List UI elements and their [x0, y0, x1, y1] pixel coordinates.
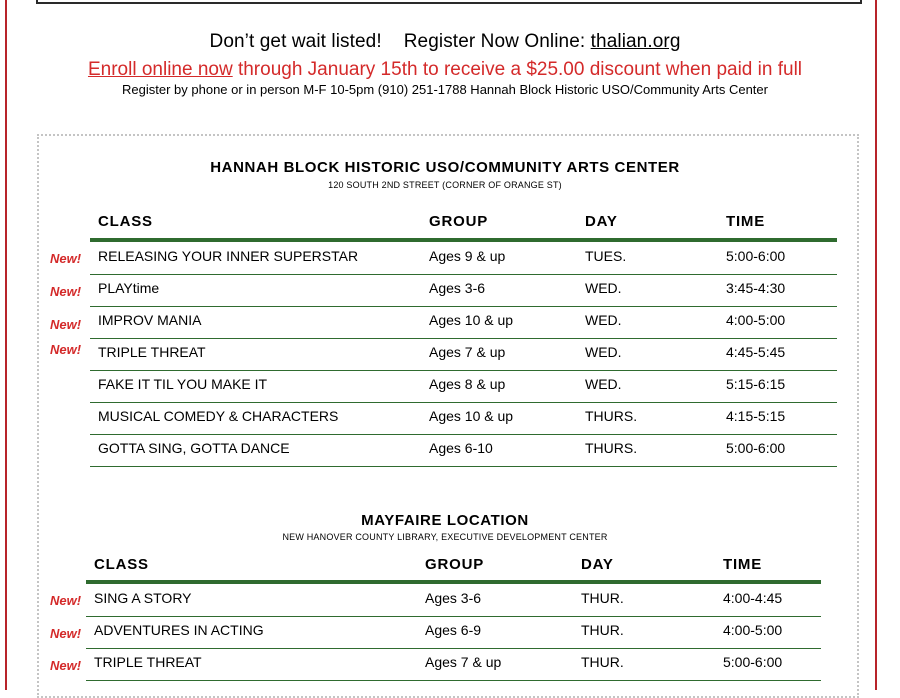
- class-name: PLAYtime: [98, 280, 160, 296]
- phone-line: Register by phone or in person M-F 10-5pm (910) 251-1788 Hannah Block Historic USO/Community Arts Center: [122, 82, 768, 97]
- section-title: MAYFAIRE LOCATION: [361, 512, 529, 529]
- new-badge: New!: [50, 251, 82, 266]
- column-header-class: CLASS: [94, 556, 149, 573]
- age-group: Ages 7 & up: [429, 344, 506, 360]
- enroll-line: [0, 59, 890, 81]
- table-row: [90, 402, 837, 435]
- class-day: THURS.: [585, 408, 638, 424]
- class-time: 5:00-6:00: [726, 440, 786, 456]
- class-time: 4:00-5:00: [723, 622, 783, 638]
- column-header-class: CLASS: [98, 213, 153, 230]
- class-day: WED.: [585, 376, 622, 392]
- table-row: [50, 616, 821, 649]
- class-name: RELEASING YOUR INNER SUPERSTAR: [98, 248, 359, 264]
- column-header-time: TIME: [723, 556, 763, 573]
- class-time: 4:15-5:15: [726, 408, 786, 424]
- top-banner: [36, 0, 862, 4]
- class-name: ADVENTURES IN ACTING: [94, 622, 264, 638]
- table-row: [50, 306, 837, 339]
- class-time: 4:45-5:45: [726, 344, 786, 360]
- table-row: [50, 584, 821, 617]
- age-group: Ages 10 & up: [429, 312, 514, 328]
- age-group: Ages 10 & up: [429, 408, 514, 424]
- class-day: THURS.: [585, 440, 638, 456]
- column-header-time: TIME: [726, 213, 766, 230]
- class-name: GOTTA SING, GOTTA DANCE: [98, 440, 290, 456]
- register-line: [0, 31, 890, 53]
- register-online-text: Register Now Online:: [403, 31, 586, 52]
- column-header-day: DAY: [585, 213, 618, 230]
- age-group: Ages 3-6: [425, 590, 482, 606]
- column-header-day: DAY: [581, 556, 614, 573]
- class-name: MUSICAL COMEDY & CHARACTERS: [98, 408, 339, 424]
- class-time: 4:00-5:00: [726, 312, 786, 328]
- age-group: Ages 6-10: [429, 440, 493, 456]
- class-name: SING A STORY: [94, 590, 192, 606]
- class-day: THUR.: [581, 654, 624, 670]
- new-badge: New!: [50, 317, 82, 332]
- table-row: [50, 274, 837, 307]
- class-day: TUES.: [585, 248, 627, 264]
- section-address: NEW HANOVER COUNTY LIBRARY, EXECUTIVE DEVELOPMENT CENTER: [282, 532, 608, 542]
- class-time: 5:00-6:00: [723, 654, 783, 670]
- class-name: TRIPLE THREAT: [94, 654, 202, 670]
- class-name: IMPROV MANIA: [98, 312, 202, 328]
- class-day: THUR.: [581, 622, 624, 638]
- class-name: TRIPLE THREAT: [98, 344, 206, 360]
- new-badge: New!: [50, 342, 82, 357]
- age-group: Ages 3-6: [429, 280, 486, 296]
- class-name: FAKE IT TIL YOU MAKE IT: [98, 376, 268, 392]
- age-group: Ages 6-9: [425, 622, 482, 638]
- new-badge: New!: [50, 626, 82, 641]
- age-group: Ages 9 & up: [429, 248, 506, 264]
- table-row: [50, 648, 821, 681]
- column-header-group: GROUP: [425, 556, 485, 573]
- class-day: WED.: [585, 312, 622, 328]
- class-day: WED.: [585, 344, 622, 360]
- new-badge: New!: [50, 593, 82, 608]
- enroll-online-link[interactable]: Enroll online now: [87, 59, 233, 80]
- section-address: 120 SOUTH 2ND STREET (CORNER OF ORANGE ST): [328, 180, 562, 190]
- wait-listed-text: Don’t get wait listed!: [209, 31, 382, 52]
- class-time: 5:15-6:15: [726, 376, 786, 392]
- enroll-discount-text: through January 15th to receive a $25.00 discount when paid in full: [232, 59, 803, 80]
- age-group: Ages 8 & up: [429, 376, 506, 392]
- section-title: HANNAH BLOCK HISTORIC USO/COMMUNITY ARTS CENTER: [210, 159, 680, 176]
- class-time: 3:45-4:30: [726, 280, 786, 296]
- table-row: [50, 242, 837, 275]
- class-day: THUR.: [581, 590, 624, 606]
- table-row: [90, 370, 837, 403]
- website-link[interactable]: thalian.org: [590, 31, 681, 52]
- age-group: Ages 7 & up: [425, 654, 502, 670]
- new-badge: New!: [50, 284, 82, 299]
- table-row: [50, 338, 837, 371]
- column-header-group: GROUP: [429, 213, 489, 230]
- new-badge: New!: [50, 658, 82, 673]
- table-row: [90, 434, 837, 467]
- class-time: 4:00-4:45: [723, 590, 783, 606]
- class-time: 5:00-6:00: [726, 248, 786, 264]
- class-day: WED.: [585, 280, 622, 296]
